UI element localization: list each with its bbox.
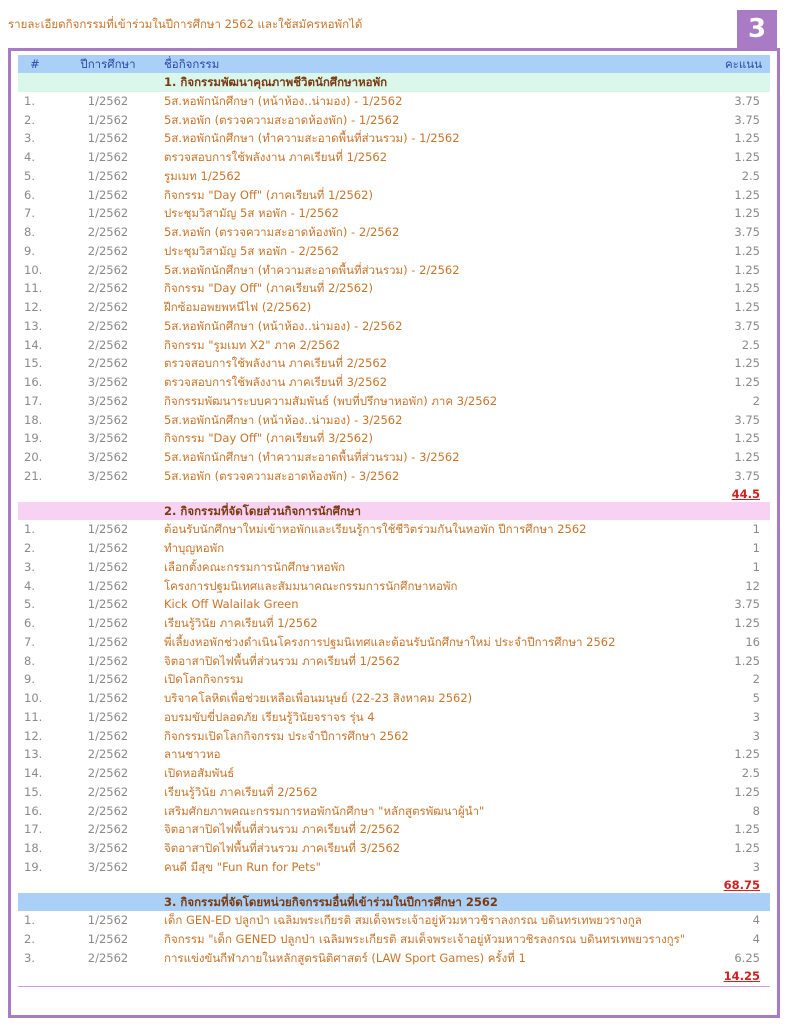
total-spacer [18,486,694,502]
table-row [18,520,770,539]
row-score: 1.25 [734,841,760,855]
row-activity-name[interactable]: ตรวจสอบการใช้พลังงาน ภาคเรียนที่ 2/2562 [164,356,388,371]
row-activity-name[interactable]: เสริมศักยภาพคณะกรรมการหอพักนักศึกษา "หลักสูตรพัฒนาผู้นำ" [164,803,485,818]
row-year: 1/2562 [87,522,129,537]
row-score: 1.25 [734,450,760,464]
row-year: 2/2562 [87,747,129,762]
row-year: 1/2562 [87,93,129,108]
row-activity-name[interactable]: เลือกตั้งคณะกรรมการนักศึกษาหอพัก [164,559,346,574]
row-number: 7. [24,634,35,649]
row-score: 3.75 [734,93,760,108]
row-score: 3.75 [734,225,760,239]
row-number: 1. [24,93,35,108]
total-spacer [18,877,694,893]
table-row [18,539,770,558]
row-number: 6. [24,616,35,630]
row-year: 3/2562 [87,431,129,446]
row-activity-name[interactable]: ตรวจสอบการใช้พลังงาน ภาคเรียนที่ 3/2562 [164,375,388,389]
row-number: 1. [24,522,35,537]
row-year: 2/2562 [87,784,129,799]
section-spacer [18,893,164,912]
row-activity-name[interactable]: รูมเมท 1/2562 [164,168,241,183]
table-row [18,317,770,336]
row-score: 3.75 [734,412,760,427]
row-score: 2 [752,393,760,408]
row-number: 5. [24,168,35,183]
row-activity-name[interactable]: กิจกรรมเปิดโลกกิจกรรม ประจำปีการศึกษา 2562 [164,728,409,743]
row-activity-name[interactable]: จิตอาสาปิดไฟพื้นที่ส่วนรวม ภาคเรียนที่ 3/2562 [164,841,401,855]
row-number: 15. [24,356,43,371]
row-year: 1/2562 [87,597,129,612]
row-number: 3. [24,950,35,965]
row-number: 4. [24,578,35,593]
row-year: 1/2562 [87,932,129,946]
row-year: 1/2562 [87,150,129,164]
table-row [18,92,770,111]
row-year: 1/2562 [87,131,129,146]
row-activity-name[interactable]: 5ส.หอพักนักศึกษา (ทำความสะอาดพื้นที่ส่วนรวม) - 1/2562 [164,131,460,146]
row-score: 1 [752,559,760,574]
row-activity-name[interactable]: 5ส.หอพักนักศึกษา (หน้าห้อง..น่ามอง) - 3/2562 [164,412,403,427]
table-row [18,298,770,317]
row-score: 1.25 [734,356,760,371]
row-activity-name[interactable]: กิจกรรมพัฒนาระบบความสัมพันธ์ (พบที่ปรึกษาหอพัก) ภาค 3/2562 [164,393,498,408]
row-score: 1.25 [734,653,760,668]
table-row [18,558,770,577]
row-activity-name[interactable]: 5ส.หอพักนักศึกษา (ทำความสะอาดพื้นที่ส่วนรวม) - 3/2562 [164,450,460,464]
row-score: 1.25 [734,784,760,799]
row-number: 17. [24,822,43,837]
row-score: 3 [752,728,760,743]
row-activity-name[interactable]: เด็ก GEN-ED ปลูกป่า เฉลิมพระเกียรติ สมเด็จพระเจ้าอยู่หัวมหาวชิราลงกรณ บดินทรเทพยวรางกูล [164,913,642,928]
table-row [18,373,770,392]
table-row [18,392,770,411]
row-number: 5. [24,597,35,612]
row-number: 12. [24,728,43,743]
row-year: 2/2562 [87,243,129,258]
row-activity-name[interactable]: ตรวจสอบการใช้พลังงาน ภาคเรียนที่ 1/2562 [164,150,388,164]
row-score: 12 [745,578,760,593]
section-total-cell [694,486,770,502]
section-spacer [18,73,164,92]
row-activity-name[interactable]: เปิดโลกกิจกรรม [164,672,244,687]
row-number: 8. [24,225,35,239]
row-number: 11. [24,281,43,296]
row-year: 1/2562 [87,634,129,649]
row-score: 3.75 [734,318,760,333]
row-activity-name[interactable]: กิจกรรม "รูมเมท X2" ภาค 2/2562 [164,337,341,352]
table-row [18,577,770,596]
table-row [18,111,770,130]
row-activity-name[interactable]: 5ส.หอพัก (ตรวจความสะอาดห้องพัก) - 3/2562 [164,468,400,483]
row-number: 12. [24,300,43,314]
page-title: รายละเอียดกิจกรรมที่เข้าร่วมในปีการศึกษา 2562 และใช้สมัครหอพักได้ [8,17,363,31]
row-activity-name[interactable]: ต้อนรับนักศึกษาใหม่เข้าหอพักและเรียนรู้การใช้ชีวิตร่วมกันในหอพัก ปีการศึกษา 2562 [164,522,587,537]
section-title: 2. กิจกรรมที่จัดโดยส่วนกิจการนักศึกษา [164,503,361,518]
row-score: 1.25 [734,431,760,446]
row-score: 1.25 [734,187,760,202]
row-year: 3/2562 [87,450,129,464]
row-number: 10. [24,691,43,705]
row-score: 3 [752,709,760,724]
table-row [18,858,770,877]
row-activity-name[interactable]: ลานชาวหอ [164,747,221,762]
row-score: 1 [752,522,760,537]
section-title: 1. กิจกรรมพัฒนาคุณภาพชีวิตนักศึกษาหอพัก [164,75,388,89]
row-activity-name[interactable]: เปิดหอสัมพันธ์ [164,766,235,780]
table-row [18,727,770,746]
activity-table [18,55,770,987]
row-score: 8 [752,803,760,818]
row-activity-name[interactable]: 5ส.หอพักนักศึกษา (ทำความสะอาดพื้นที่ส่วนรวม) - 2/2562 [164,262,460,277]
row-number: 19. [24,859,43,874]
section-total-value: 68.75 [723,877,760,892]
row-number: 14. [24,337,43,352]
row-score: 1.25 [734,747,760,762]
row-score: 3.75 [734,597,760,612]
header-activity-name: ชื่อกิจกรรม [164,57,220,71]
table-row [18,354,770,373]
table-row [18,429,770,448]
table-row [18,633,770,652]
table-row [18,802,770,821]
row-year: 1/2562 [87,653,129,668]
row-year: 3/2562 [87,841,129,855]
row-year: 1/2562 [87,616,129,630]
row-year: 2/2562 [87,822,129,837]
row-activity-name[interactable]: เรียนรู้วินัย ภาคเรียนที่ 2/2562 [164,784,318,799]
section-total-row [18,486,770,502]
table-row [18,708,770,727]
row-score: 16 [745,634,760,649]
row-score: 3.75 [734,112,760,127]
row-year: 2/2562 [87,950,129,965]
row-activity-name[interactable]: กิจกรรม "Day Off" (ภาคเรียนที่ 1/2562) [164,187,373,202]
row-activity-name[interactable]: อบรมขับขี่ปลอดภัย เรียนรู้วินัยจราจร รุ่น 4 [164,709,375,724]
row-activity-name[interactable]: ฝึกซ้อมอพยพหนีไฟ (2/2562) [164,300,312,314]
row-year: 2/2562 [87,356,129,371]
table-row [18,783,770,802]
row-number: 21. [24,468,43,483]
table-row [18,930,770,949]
section-total-row [18,877,770,893]
row-activity-name[interactable]: กิจกรรม "Day Off" (ภาคเรียนที่ 2/2562) [164,281,373,296]
table-row [18,448,770,467]
row-activity-name[interactable]: 5ส.หอพักนักศึกษา (หน้าห้อง..น่ามอง) - 1/2562 [164,93,403,108]
row-score: 1 [752,541,760,555]
total-spacer [18,968,694,984]
row-number: 10. [24,262,43,277]
section-title: 3. กิจกรรมที่จัดโดยหน่วยกิจกรรมอื่นที่เข้าร่วมในปีการศึกษา 2562 [164,894,498,909]
row-year: 3/2562 [87,393,129,408]
row-number: 9. [24,672,35,687]
row-number: 2. [24,541,35,555]
row-year: 3/2562 [87,859,129,874]
row-year: 1/2562 [87,913,129,928]
row-score: 2.5 [741,337,760,352]
table-row [18,223,770,242]
row-year: 1/2562 [87,206,129,221]
table-row [18,186,770,205]
row-number: 2. [24,932,35,946]
table-row [18,336,770,355]
row-year: 2/2562 [87,803,129,818]
table-end-divider [18,984,770,987]
header-score: คะแนน [724,57,762,71]
row-score: 2.5 [741,168,760,183]
row-score: 6.25 [734,950,760,965]
row-number: 6. [24,187,35,202]
page-number-badge: 3 [737,10,777,48]
table-row [18,595,770,614]
row-year: 1/2562 [87,541,129,555]
row-number: 8. [24,653,35,668]
table-header-row [18,55,770,73]
row-number: 16. [24,803,43,818]
row-year: 1/2562 [87,187,129,202]
row-score: 4 [752,932,760,946]
row-number: 16. [24,375,43,389]
row-number: 18. [24,412,43,427]
header-year: ปีการศึกษา [80,57,136,71]
row-year: 3/2562 [87,468,129,483]
row-score: 1.25 [734,150,760,164]
row-score: 1.25 [734,616,760,630]
table-row [18,242,770,261]
table-row [18,261,770,280]
section-spacer [18,502,164,521]
row-number: 1. [24,913,35,928]
table-row [18,745,770,764]
table-row [18,204,770,223]
section-total-row [18,968,770,984]
table-row [18,279,770,298]
row-number: 17. [24,393,43,408]
row-activity-name[interactable]: การแข่งขันกีฬาภายในหลักสูตรนิติศาสตร์ (LAW Sport Games) ครั้งที่ 1 [164,950,526,965]
row-activity-name[interactable]: จิตอาสาปิดไฟพื้นที่ส่วนรวม ภาคเรียนที่ 1/2562 [164,653,401,668]
row-activity-name[interactable]: ประชุมวิสามัญ 5ส หอพัก - 2/2562 [164,243,339,258]
divider-cell [18,984,770,987]
row-year: 3/2562 [87,375,129,389]
row-number: 3. [24,559,35,574]
table-row [18,949,770,968]
row-number: 7. [24,206,35,221]
table-row [18,148,770,167]
row-activity-name[interactable]: เรียนรู้วินัย ภาคเรียนที่ 1/2562 [164,616,318,630]
table-row [18,911,770,930]
row-year: 2/2562 [87,318,129,333]
row-number: 13. [24,747,43,762]
table-row [18,129,770,148]
row-score: 3 [752,859,760,874]
row-year: 1/2562 [87,691,129,705]
row-number: 4. [24,150,35,164]
row-activity-name[interactable]: ทำบุญหอพัก [164,541,225,555]
row-score: 5 [752,691,760,705]
row-score: 2.5 [741,766,760,780]
row-year: 1/2562 [87,578,129,593]
row-number: 19. [24,431,43,446]
row-year: 2/2562 [87,262,129,277]
row-score: 1.25 [734,822,760,837]
table-row [18,670,770,689]
row-score: 1.25 [734,206,760,221]
row-score: 4 [752,913,760,928]
row-activity-name[interactable]: 5ส.หอพักนักศึกษา (หน้าห้อง..น่ามอง) - 2/2562 [164,318,403,333]
row-score: 1.25 [734,300,760,314]
table-body [18,73,770,986]
row-year: 1/2562 [87,672,129,687]
row-number: 18. [24,841,43,855]
row-activity-name[interactable]: กิจกรรม "Day Off" (ภาคเรียนที่ 3/2562) [164,431,373,446]
header-number: # [30,57,40,71]
table-row [18,467,770,486]
section-total-value: 44.5 [731,486,760,501]
row-year: 2/2562 [87,281,129,296]
section-header-row [18,893,770,912]
row-score: 1.25 [734,243,760,258]
row-activity-name[interactable]: บริจาคโลหิตเพื่อช่วยเหลือเพื่อนมนุษย์ (22-23 สิงหาคม 2562) [164,691,473,705]
row-year: 2/2562 [87,337,129,352]
row-year: 2/2562 [87,766,129,780]
row-activity-name[interactable]: คนดี มีสุข "Fun Run for Pets" [164,859,321,874]
row-score: 1.25 [734,375,760,389]
section-total-value: 14.25 [723,968,760,983]
row-number: 3. [24,131,35,146]
table-row [18,689,770,708]
table-row [18,614,770,633]
table-row [18,764,770,783]
section-total-cell [694,877,770,893]
row-year: 2/2562 [87,300,129,314]
activity-table-frame [8,48,780,1018]
row-number: 13. [24,318,43,333]
row-number: 9. [24,243,35,258]
row-year: 1/2562 [87,728,129,743]
row-year: 3/2562 [87,412,129,427]
row-year: 1/2562 [87,559,129,574]
row-year: 1/2562 [87,168,129,183]
row-number: 20. [24,450,43,464]
row-score: 1.25 [734,131,760,146]
row-activity-name[interactable]: 5ส.หอพัก (ตรวจความสะอาดห้องพัก) - 1/2562 [164,112,400,127]
table-row [18,167,770,186]
row-score: 1.25 [734,281,760,296]
row-number: 15. [24,784,43,799]
row-activity-name[interactable]: กิจกรรม "เด็ก GENED ปลูกป่า เฉลิมพระเกียรติ สมเด็จพระเจ้าอยู่หัวมหาวชิรลงกรณ บดินทรเทพยวรางกูร" [164,932,686,946]
row-year: 1/2562 [87,709,129,724]
section-total-cell [694,968,770,984]
row-score: 3.75 [734,468,760,483]
row-activity-name[interactable]: พี่เลี้ยงหอพักช่วงดำเนินโครงการปฐมนิเทศและต้อนรับนักศึกษาใหม่ ประจำปีการศึกษา 2562 [164,634,616,649]
row-number: 2. [24,112,35,127]
row-activity-name[interactable]: จิตอาสาปิดไฟพื้นที่ส่วนรวม ภาคเรียนที่ 2/2562 [164,822,401,837]
row-activity-name[interactable]: โครงการปฐมนิเทศและสัมมนาคณะกรรมการนักศึกษาหอพัก [164,578,458,593]
table-row [18,411,770,430]
row-activity-name[interactable]: Kick Off Walailak Green [164,597,299,612]
table-row [18,839,770,858]
row-score: 2 [752,672,760,687]
row-number: 11. [24,709,43,724]
row-activity-name[interactable]: ประชุมวิสามัญ 5ส หอพัก - 1/2562 [164,206,339,221]
row-year: 2/2562 [87,225,129,239]
table-row [18,652,770,671]
section-header-row [18,73,770,92]
row-activity-name[interactable]: 5ส.หอพัก (ตรวจความสะอาดห้องพัก) - 2/2562 [164,225,400,239]
row-score: 1.25 [734,262,760,277]
section-header-row [18,502,770,521]
table-row [18,820,770,839]
row-number: 14. [24,766,43,780]
row-year: 1/2562 [87,112,129,127]
